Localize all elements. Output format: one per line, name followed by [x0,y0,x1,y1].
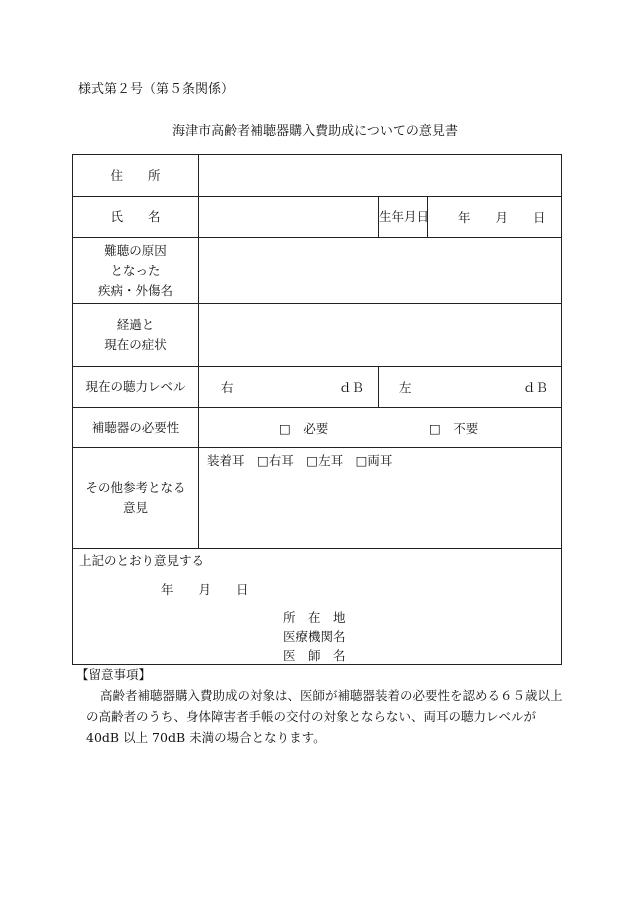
cause-field[interactable] [199,238,562,304]
necessity-label: 補聴器の必要性 [73,408,199,448]
birthdate-label: 生年月日 [379,197,428,238]
progress-label-line2: 現在の症状 [104,337,167,352]
signature-block [73,549,562,665]
cause-label-line2: となった [110,262,161,278]
opinion-form-table [72,154,562,665]
location-label: 所 在 地 [283,610,346,625]
other-opinion-label-line1: その他参考となる [85,480,186,495]
notes-title: 【留意事項】 [76,667,152,682]
cause-label [73,238,199,304]
hearing-right-label: 右 [221,380,234,395]
hearing-right-unit: ｄＢ [338,380,364,395]
hearing-left-field[interactable] [379,367,562,408]
hearing-left-unit: ｄＢ [522,380,548,395]
necessity-options [199,408,562,448]
name-field[interactable] [199,197,379,238]
address-row [73,155,562,197]
notes-body: 高齢者補聴器購入費助成の対象は、医師が補聴器装着の必要性を認める６５歳以上の高齢者のうち、身体障害者手帳の交付の対象とならない、両耳の聴力レベルが 40dB 以上 70dB 未満の場合となります。 [86,688,563,745]
document-title: 海津市高齢者補聴器購入費助成についての意見書 [172,124,458,139]
necessity-no-checkbox[interactable]: □ 不要 [429,420,479,436]
cause-label-line3: 疾病・外傷名 [97,282,173,298]
birthdate-format: 年 月 日 [458,210,546,225]
hearing-right-field[interactable] [199,367,379,408]
other-opinion-label-line2: 意見 [122,500,148,515]
form-number: 様式第２号（第５条関係） [78,82,235,97]
other-opinion-field[interactable] [199,448,562,549]
address-field[interactable] [199,155,562,197]
necessity-row [73,408,562,448]
name-label: 氏 名 [73,197,199,238]
birthdate-field[interactable] [428,197,562,238]
signature-row [73,549,562,665]
necessity-yes-checkbox[interactable]: □ 必要 [279,420,329,436]
hearing-row [73,367,562,408]
statement-text: 上記のとおり意見する [79,553,205,568]
doctor-label: 医 師 名 [283,648,346,663]
institution-label: 医療機関名 [283,629,346,644]
cause-label-line1: 難聴の原因 [104,242,167,258]
other-opinion-row [73,448,562,549]
name-row [73,197,562,238]
hearing-label: 現在の聴力レベル [73,367,199,408]
progress-field[interactable] [199,304,562,367]
progress-label [73,304,199,367]
other-opinion-label [73,448,199,549]
ear-options[interactable]: 装着耳 □右耳 □左耳 □両耳 [207,453,393,468]
progress-label-line1: 経過と [116,317,155,332]
hearing-left-label: 左 [399,380,412,395]
signature-date[interactable]: 年 月 日 [161,582,249,597]
address-label: 住 所 [73,155,199,197]
cause-row [73,238,562,304]
progress-row [73,304,562,367]
